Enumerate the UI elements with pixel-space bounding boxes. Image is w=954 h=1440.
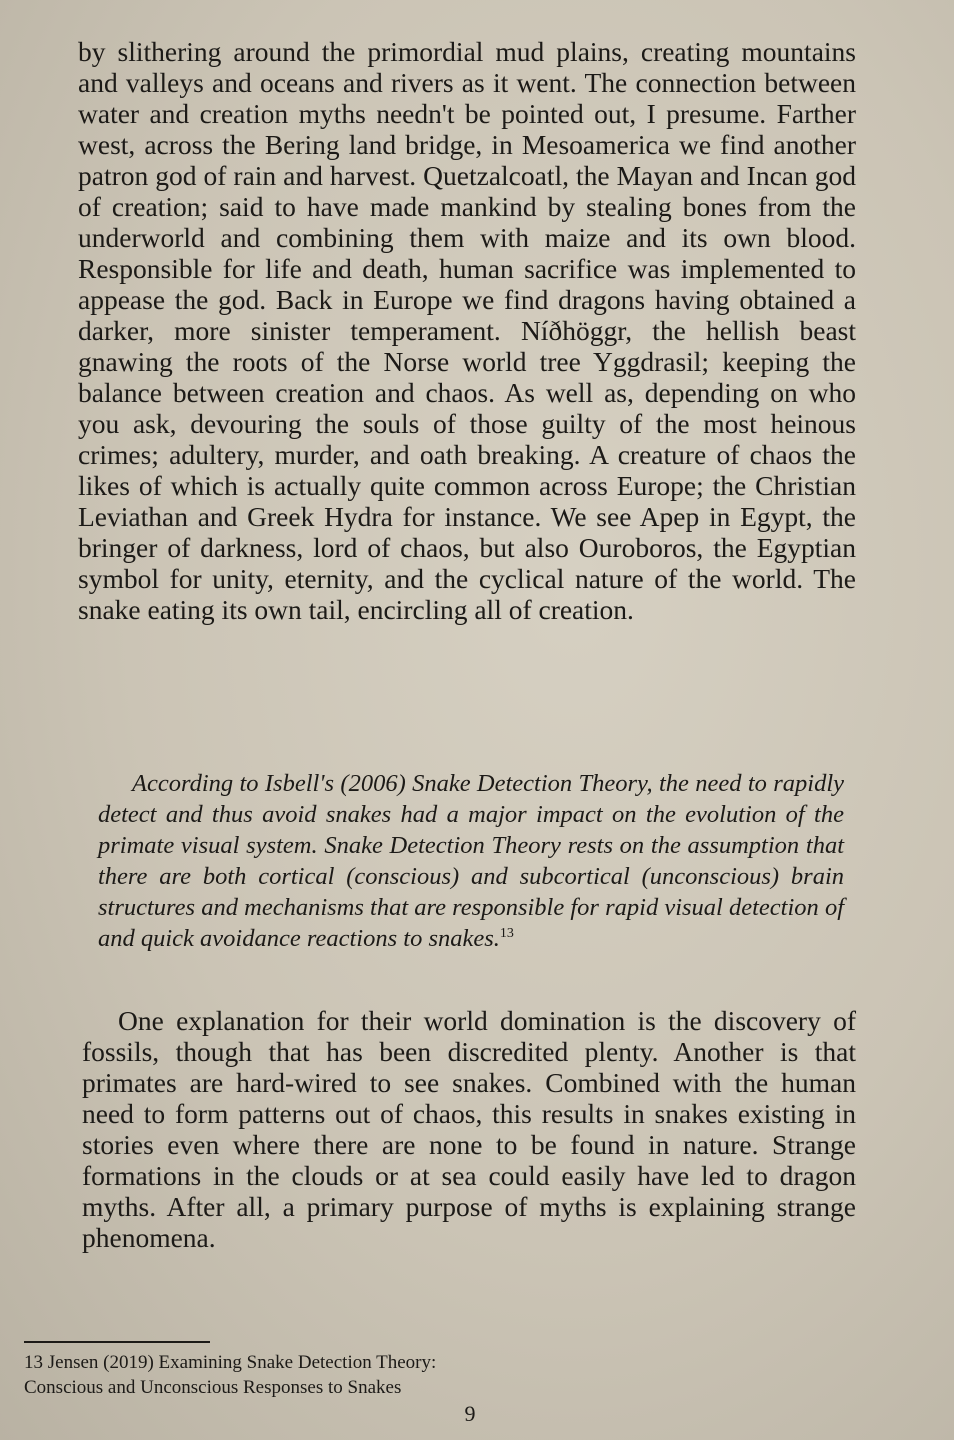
block-quote-text: According to Isbell's (2006) Snake Detection Theory, the need to rapidly detect and thus avoid snakes had a major impact on the evolution of the primate visual system. Snake Detection Theory rests on the assumption that there are both cortical (conscious) and subcortical (unconscious) brain structures and mechanisms that are responsible for rapid visual detection of and quick avoidance reactions to snakes. (98, 770, 844, 952)
footnote-divider (24, 1341, 210, 1343)
footnote-line-2: Conscious and Unconscious Responses to Snakes (24, 1377, 402, 1398)
footnote-line-1: 13 Jensen (2019) Examining Snake Detection Theory: (24, 1352, 437, 1373)
page-number: 9 (464, 1401, 476, 1426)
body-paragraph-1: by slithering around the primordial mud plains, creating mountains and valleys and oceans and rivers as it went. The connection between water and creation myths needn't be pointed out, I presume. Farther west, across the Bering land bridge, in Mesoamerica we find another patron god of rain and harvest. Quetzalcoatl, the Mayan and Incan god of creation; said to have made mankind by stealing bones from the underworld and combining them with maize and its own blood. Responsible for life and death, human sacrifice was implemented to appease the god. Back in Europe we find dragons having obtained a darker, more sinister temperament. Níðhöggr, the hellish beast gnawing the roots of the Norse world tree Yggdrasil; keeping the balance between creation and chaos. As well as, depending on who you ask, devouring the souls of those guilty of the most heinous crimes; adultery, murder, and oath breaking. A creature of chaos the likes of which is actually quite common across Europe; the Christian Leviathan and Greek Hydra for instance. We see Apep in Egypt, the bringer of darkness, lord of chaos, but also Ouroboros, the Egyptian symbol for unity, eternity, and the cyclical nature of the world. The snake eating its own tail, encircling all of creation. (78, 36, 856, 625)
footnote-reference: 13 (499, 925, 514, 941)
body-paragraph-2: One explanation for their world domination is the discovery of fossils, though that has been discredited plenty. Another is that primates are hard-wired to see snakes. Combined with the human need to form patterns out of chaos, this results in snakes existing in stories even where there are none to be found in nature. Strange formations in the clouds or at sea could easily have led to dragon myths. After all, a primary purpose of myths is explaining strange phenomena. (82, 1005, 856, 1253)
footnote (24, 1350, 724, 1400)
block-quote (98, 768, 844, 954)
